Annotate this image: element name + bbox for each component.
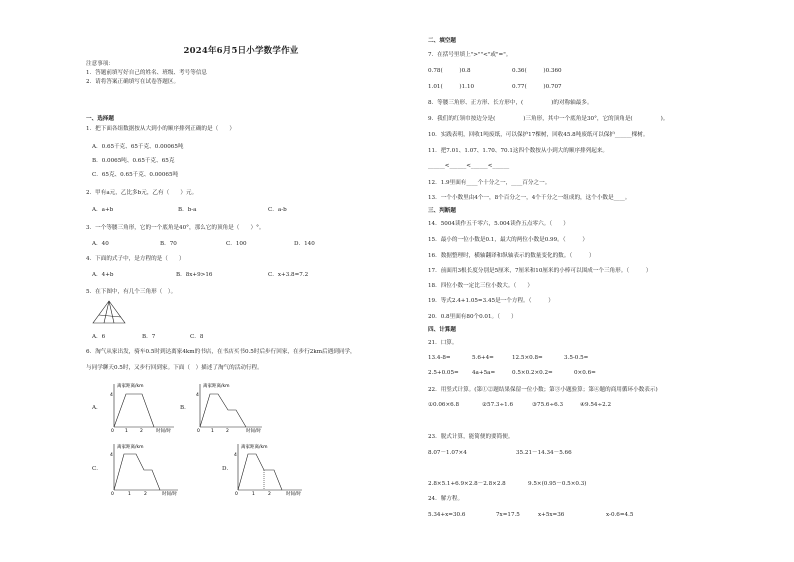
- graph-xlabel: 时间/时: [286, 492, 302, 497]
- page-title: 2024年6月5日小学数学作业: [183, 46, 299, 56]
- question-stem: 23．脱式计算，能简便的要简便。: [428, 434, 514, 440]
- question-stem: 5．在下图中，有几个三角形（ ）。: [86, 289, 177, 295]
- graph-xlabel: 时间/时: [156, 429, 172, 434]
- graph-ylabel: 离家距离/km: [117, 384, 144, 389]
- question-stem: 9．我们的红领巾按边分是( )三角形，其中一个底角是30°，它的顶角是( )。: [428, 116, 669, 122]
- section-heading-calc: 四、计算题: [428, 327, 456, 333]
- graph-xlabel: 时间/时: [162, 492, 178, 497]
- equation-item: x-0.6=4.5: [606, 512, 634, 518]
- graph-ylabel: 离家距离/km: [241, 445, 268, 450]
- graph-d: [228, 440, 310, 498]
- option: B．7: [142, 334, 156, 340]
- oral-calc-item: 0×0.6=: [574, 370, 596, 376]
- notes-heading: 注意事项：: [86, 61, 114, 67]
- expression-item: 35.21－14.34－5.66: [516, 450, 572, 456]
- tick-label: 2: [140, 429, 143, 434]
- tick-label: 0: [197, 429, 200, 434]
- section-heading-choice: 一、选择题: [86, 116, 114, 122]
- option: A．a+b: [92, 207, 114, 213]
- oral-calc-item: 3.5-0.5=: [564, 355, 589, 361]
- question-stem: 10．实践表明，回收1吨废纸，可以保护17棵树，回收45.8吨废纸可以保护______棵树。: [428, 132, 649, 138]
- question-stem: 6．淘气从家出发，骑车0.5时到达离家4km的书店，在书店买书0.5时后步行回家，在步行2km后遇到同学，: [86, 349, 356, 355]
- option: B．8x+9>16: [176, 272, 213, 278]
- oral-calc-item: 4a+5a=: [472, 370, 496, 376]
- question-stem: 4．下面的式子中，是方程的是（ ）: [86, 256, 185, 262]
- vertical-calc-item: ②57.3÷1.6: [482, 402, 514, 408]
- question-stem: 2．甲有a元，乙比多b元，乙有（ ）元。: [86, 190, 198, 196]
- expression-item: 9.5×(0.95－0.5×0.3): [528, 481, 587, 487]
- vertical-calc-item: ④9.54÷2.2: [580, 402, 612, 408]
- tick-label: 1: [125, 429, 128, 434]
- tick-label: 2: [268, 492, 271, 497]
- option: C．100: [226, 241, 247, 247]
- question-stem: 24．解方程。: [428, 496, 464, 502]
- option: D．140: [294, 241, 315, 247]
- question-stem: 18．四位小数一定比三位小数大。（ ）: [428, 283, 534, 289]
- oral-calc-item: 0.5×0.2×0.2=: [512, 370, 553, 376]
- option: B．70: [160, 241, 177, 247]
- graph-b: [190, 380, 270, 435]
- vertical-calc-item: ①0.06×6.8: [428, 402, 460, 408]
- tick-label: 0: [235, 492, 238, 497]
- question-stem: 14．5004读作五千零六，5.004读作五点零六。（ ）: [428, 221, 569, 227]
- tick-label: 1: [252, 492, 255, 497]
- notes-item: 2．请将答案正确填写在试卷答题区。: [86, 79, 180, 85]
- option: A．40: [92, 241, 109, 247]
- option: A．0.65千克、65千克、0.00065吨: [92, 144, 184, 150]
- vertical-calc-item: ③75.6÷6.3: [532, 402, 564, 408]
- oral-calc-item: 2.5+0.05=: [428, 370, 459, 376]
- question-stem: 17．前面用3根长度分别是5厘米，7厘米和10厘米的小棒可以围成一个三角形。（ ）: [428, 268, 652, 274]
- oral-calc-item: 5.6+4=: [472, 355, 494, 361]
- question-stem: 12．1.9里面有____个十分之一，____百分之一。: [428, 180, 551, 186]
- compare-item: 0.78( )0.8: [428, 68, 471, 74]
- question-stem: 11．把7.01、1.07、1.70、70.1这四个数按从小到大的顺序排列起来。: [428, 148, 609, 154]
- question-stem: 20．0.8里面有80个0.01。（ ）: [428, 314, 517, 320]
- option: C．a-b: [268, 207, 287, 213]
- graph-option-label: D．: [222, 466, 233, 472]
- section-heading-fill: 二、填空题: [428, 38, 456, 44]
- tick-label: 1: [211, 429, 214, 434]
- tick-label: 4: [234, 453, 237, 458]
- section-heading-judge: 三、判断题: [428, 208, 456, 214]
- tick-label: 2: [226, 429, 229, 434]
- equation-item: 5.34+x=30.6: [428, 512, 466, 518]
- oral-calc-item: 12.5×0.8=: [512, 355, 543, 361]
- oral-calc-item: 13.4-8=: [428, 355, 451, 361]
- tick-label: 1: [128, 492, 131, 497]
- question-stem: 21．口算。: [428, 340, 458, 346]
- graph-ylabel: 离家距离/km: [203, 384, 230, 389]
- question-stem: 7．在括号里填上">""<"或"="。: [428, 52, 512, 58]
- question-stem: 13．一个小数里由4个一，8个百分之一，4个千分之一组成的，这个小数是____。: [428, 195, 631, 201]
- triangle-figure: [92, 300, 126, 324]
- option: B．b-a: [178, 207, 197, 213]
- tick-label: 4: [196, 393, 199, 398]
- graph-option-label: C．: [92, 466, 102, 472]
- question-stem: 19．等式2.4+1.05=3.45是一个方程。（ ）: [428, 298, 554, 304]
- answer-line: ______<______<______<______: [428, 163, 510, 169]
- graph-a: [104, 380, 182, 435]
- option: A．4+b: [92, 272, 114, 278]
- compare-item: 0.36( )0.360: [512, 68, 562, 74]
- notes-item: 1．答题前填写好自己的姓名、班级、考号等信息: [86, 70, 208, 76]
- question-stem: 8．等腰三角形、正方形、长方形中，( )的对称轴最多。: [428, 100, 593, 106]
- equation-item: 7x=17.5: [496, 512, 520, 518]
- graph-xlabel: 时间/时: [246, 429, 262, 434]
- option: C．x+3.8=7.2: [268, 272, 309, 278]
- question-stem: 15．最小的一位小数是0.1，最大的两位小数是0.99。（ ）: [428, 237, 588, 243]
- question-stem: 3．一个等腰三角形，它的一个底角是40°，那么它的顶角是（ ）°。: [86, 225, 265, 231]
- option: C．8: [190, 334, 204, 340]
- tick-label: 0: [111, 492, 114, 497]
- compare-item: 0.77( )0.707: [512, 84, 562, 90]
- question-stem: 16．数据整理时，横轴翻译和纵轴表示的数量变化的数。（ ）: [428, 253, 595, 259]
- equation-item: x+5x=36: [538, 512, 565, 518]
- question-stem: 与同学聊天0.5时，又步行回到家。下面（ ）描述了淘气的活动行程。: [86, 365, 263, 371]
- expression-item: 2.8×5.1+6.9×2.8－2.8×2.8: [428, 481, 506, 487]
- graph-c: [104, 440, 186, 498]
- tick-label: 4: [110, 453, 113, 458]
- graph-option-label: A．: [92, 405, 102, 411]
- option: A．6: [92, 334, 106, 340]
- tick-label: 0: [111, 429, 114, 434]
- graph-option-label: B．: [180, 405, 190, 411]
- tick-label: 2: [144, 492, 147, 497]
- option: C．65克、0.65千克、0.00065吨: [92, 172, 179, 178]
- tick-label: 4: [110, 393, 113, 398]
- compare-item: 1.01( )1.10: [428, 84, 475, 90]
- graph-ylabel: 离家距离/km: [117, 445, 144, 450]
- expression-item: 8.07－1.07×4: [428, 450, 467, 456]
- question-stem: 22．用竖式计算。(第①②题结果保留一位小数；第③小题验算；第④题的商用循环小数表示): [428, 387, 658, 393]
- question-stem: 1．把下面各组数据按从大到小的顺序排列正确的是（ ）: [86, 126, 235, 132]
- option: B．0.0065吨、0.65千克、65克: [92, 158, 175, 164]
